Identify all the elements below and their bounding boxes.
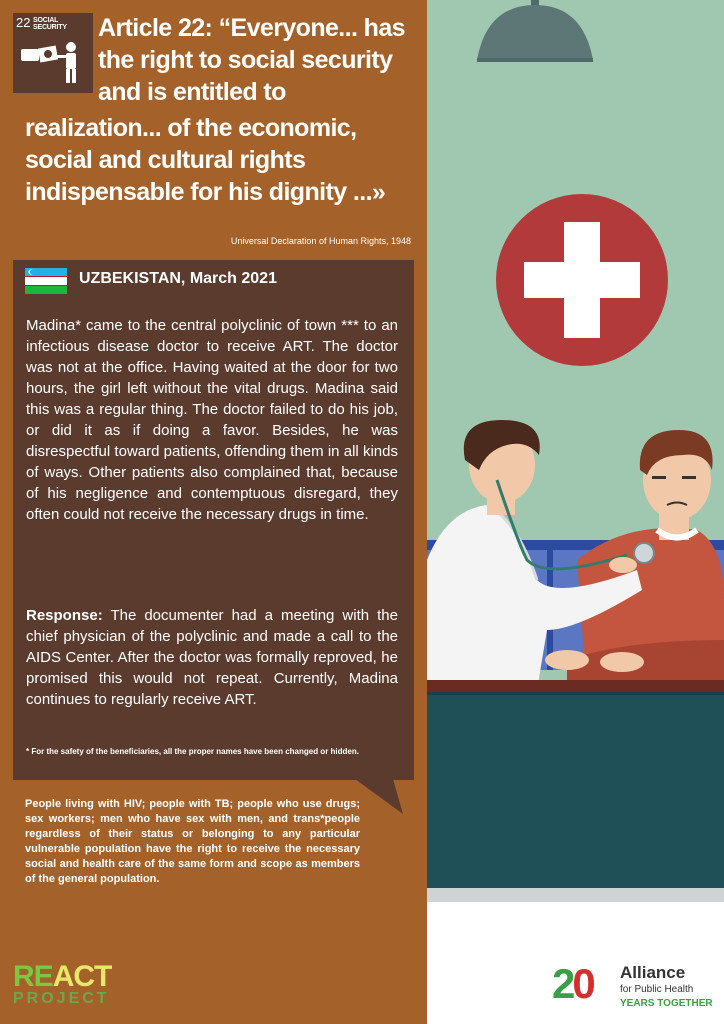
alliance-name: Alliance: [620, 963, 686, 982]
badge-label: SOCIAL SECURITY: [33, 17, 67, 31]
uzbekistan-flag-icon: [25, 268, 67, 294]
speech-tail: [355, 779, 405, 815]
source-citation: Universal Declaration of Human Rights, 1948: [230, 236, 411, 246]
case-story: Madina* came to the central polyclinic of town *** to an infectious disease doctor to receive ART. The doctor was not at the office. Having waited at the door for two hours, the girl left without the vital drugs. Madina said this was a regular thing. The doctor failed to do his job, or did it as if doing a favor. Besides, he was disrespectful toward patients, offending them in all kinds of ways. Other patients also complained that, because of his negligence and contemptuous disregard, they often could not receive the necessary drugs in time.: [26, 317, 398, 523]
alliance-logo: [552, 960, 722, 1015]
article-title-part1: Article 22: “Everyone... has the right to social security and is entitled to: [98, 14, 405, 106]
alliance-logo-two: 2: [552, 960, 573, 1007]
population-statement: People living with HIV; people with TB; people who use drugs; sex workers; men who have sex with men, and trans*people regardless of their status or belonging to any particular vulnerable population have the right to receive the necessary social and health care of the same form and scope as members of the general population.: [25, 798, 360, 885]
alliance-subtitle: for Public Health: [620, 984, 694, 995]
illustration-panel: [427, 0, 724, 1024]
react-logo-act: ACT: [52, 960, 112, 993]
react-project-logo: [13, 960, 133, 1013]
ceiling-lamp-icon: [477, 0, 593, 62]
badge-number: 22: [16, 15, 31, 30]
case-response: [26, 605, 398, 710]
social-security-icon: [19, 41, 87, 87]
footnote: * For the safety of the beneficiaries, all the proper names have been changed or hidden.: [26, 747, 359, 756]
medical-cross-icon: [496, 194, 668, 366]
alliance-years: YEARS TOGETHER: [620, 998, 713, 1009]
response-text: The documenter had a meeting with the chief physician of the polyclinic and made a call to the AIDS Center. After the doctor was formally reproved, he promised this would not repeat. Currently, Madina continues to regularly receive ART.: [26, 607, 398, 708]
react-logo-re: RE: [13, 960, 53, 993]
clinic-illustration: [427, 0, 724, 1024]
alliance-logo-zero: 0: [572, 960, 593, 1007]
sdg-badge: [13, 13, 93, 93]
response-label: Response:: [26, 607, 103, 624]
case-country-date: UZBEKISTAN, March 2021: [79, 270, 277, 287]
article-title-part2: realization... of the economic, social and cultural rights indispensable for his dignity ...»: [25, 114, 386, 206]
case-card: [13, 260, 414, 780]
react-logo-project: PROJECT: [13, 990, 110, 1007]
